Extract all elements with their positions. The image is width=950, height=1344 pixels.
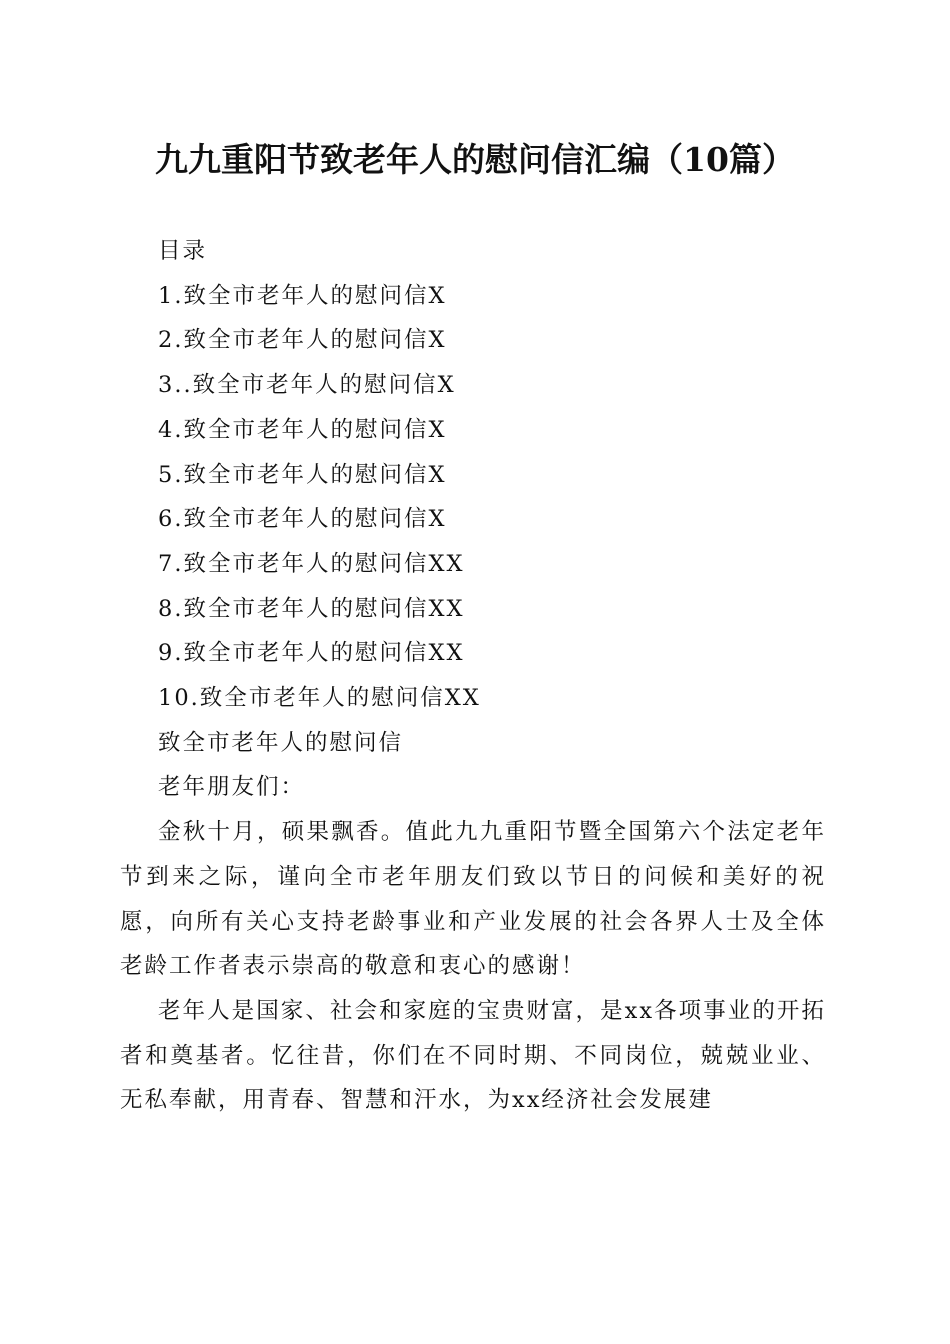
toc-item: 4.致全市老年人的慰问信X	[158, 416, 447, 443]
body-paragraph: 金秋十月，硕果飘香。值此九九重阳节暨全国第六个法定老年节到来之际，谨向全市老年朋友们致以节日的问候和美好的祝愿，向所有关心支持老龄事业和产业发展的社会各界人士及全体老龄工作者表示崇高的敬意和衷心的感谢！	[120, 819, 826, 980]
toc-item: 9.致全市老年人的慰问信XX	[158, 640, 465, 667]
toc-heading: 目录	[158, 238, 208, 264]
toc-item: 5.致全市老年人的慰问信X	[158, 461, 447, 488]
toc-item: 10.致全市老年人的慰问信XX	[158, 685, 481, 712]
toc-item: 8.致全市老年人的慰问信XX	[158, 595, 465, 622]
toc-item: 6.致全市老年人的慰问信X	[158, 506, 447, 533]
document-body	[120, 229, 826, 1123]
toc-item: 2.致全市老年人的慰问信X	[158, 327, 447, 354]
toc-item: 7.致全市老年人的慰问信XX	[158, 550, 465, 577]
table-of-contents	[120, 274, 826, 721]
document-title: 九九重阳节致老年人的慰问信汇编（10篇）	[155, 140, 795, 179]
salutation: 老年朋友们：	[158, 774, 306, 801]
toc-item: 1.致全市老年人的慰问信X	[158, 282, 447, 309]
body-paragraph: 老年人是国家、社会和家庭的宝贵财富，是xx各项事业的开拓者和奠基者。忆往昔，你们在不同时期、不同岗位，兢兢业业、无私奉献，用青春、智慧和汗水，为xx经济社会发展建	[120, 997, 826, 1114]
letter-title: 致全市老年人的慰问信	[158, 729, 404, 756]
toc-item: 3..致全市老年人的慰问信X	[158, 372, 456, 399]
